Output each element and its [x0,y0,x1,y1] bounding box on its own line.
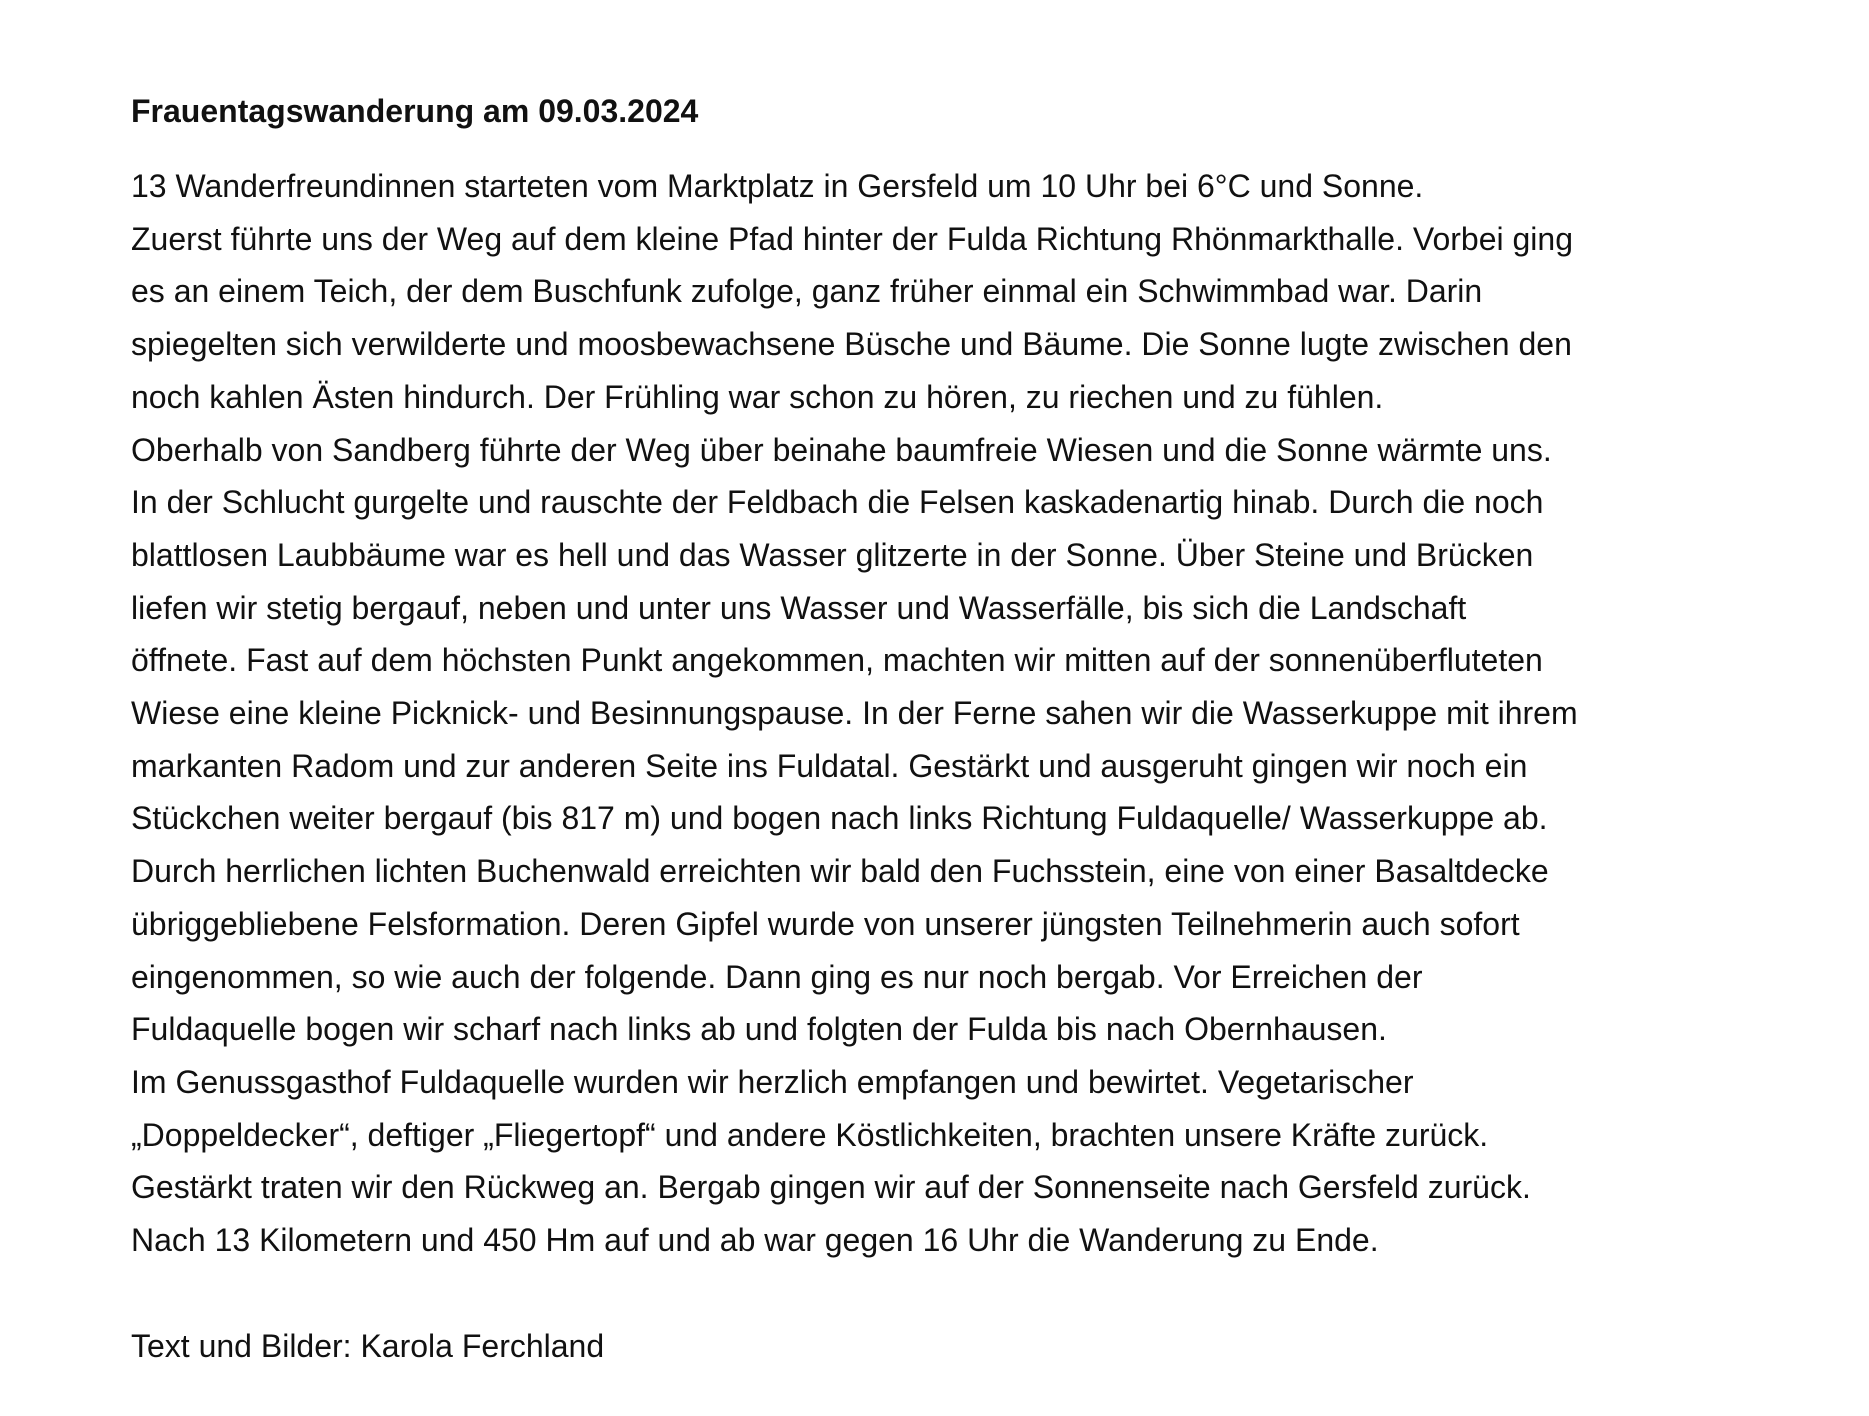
body-line: eingenommen, so wie auch der folgende. Dann ging es nur noch bergab. Vor Erreichen der [131,958,1423,995]
document-title: Frauentagswanderung am 09.03.2024 [131,93,699,129]
document-body [131,160,1831,1267]
body-line: Durch herrlichen lichten Buchenwald erreichten wir bald den Fuchsstein, eine von einer Basaltdecke [131,853,1549,890]
body-line: Im Genussgasthof Fuldaquelle wurden wir herzlich empfangen und bewirtet. Vegetarischer [131,1063,1414,1100]
body-line: Nach 13 Kilometern und 450 Hm auf und ab war gegen 16 Uhr die Wanderung zu Ende. [131,1222,1379,1259]
body-line: es an einem Teich, der dem Buschfunk zufolge, ganz früher einmal ein Schwimmbad war. Darin [131,273,1483,310]
body-line: übriggebliebene Felsformation. Deren Gipfel wurde von unserer jüngsten Teilnehmerin auch sofort [131,905,1520,942]
body-line: spiegelten sich verwilderte und moosbewachsene Büsche und Bäume. Die Sonne lugte zwischen den [131,326,1572,363]
body-line: Stückchen weiter bergauf (bis 817 m) und bogen nach links Richtung Fuldaquelle/ Wasserkuppe ab. [131,800,1548,837]
body-line: Oberhalb von Sandberg führte der Weg über beinahe baumfreie Wiesen und die Sonne wärmte uns. [131,431,1552,468]
body-line: markanten Radom und zur anderen Seite ins Fuldatal. Gestärkt und ausgeruht gingen wir noch ein [131,747,1528,784]
body-line: blattlosen Laubbäume war es hell und das Wasser glitzerte in der Sonne. Über Steine und Brücken [131,536,1534,573]
author-signature-line: Text und Bilder: Karola Ferchland [131,1327,605,1364]
body-line: Gestärkt traten wir den Rückweg an. Bergab gingen wir auf der Sonnenseite nach Gersfeld zurück. [131,1169,1531,1206]
body-line: öffnete. Fast auf dem höchsten Punkt angekommen, machten wir mitten auf der sonnenüberfluteten [131,642,1543,679]
document-page [131,88,1831,1372]
body-line: liefen wir stetig bergauf, neben und unter uns Wasser und Wasserfälle, bis sich die Landschaft [131,589,1467,626]
body-line: noch kahlen Ästen hindurch. Der Frühling war schon zu hören, zu riechen und zu fühlen. [131,378,1384,415]
body-line: Wiese eine kleine Picknick- und Besinnungspause. In der Ferne sahen wir die Wasserkuppe mit ihrem [131,695,1578,732]
body-line: 13 Wanderfreundinnen starteten vom Marktplatz in Gersfeld um 10 Uhr bei 6°C und Sonne. [131,168,1424,204]
body-line: Fuldaquelle bogen wir scharf nach links ab und folgten der Fulda bis nach Obernhausen. [131,1011,1387,1048]
body-line: In der Schlucht gurgelte und rauschte der Feldbach die Felsen kaskadenartig hinab. Durch die noch [131,484,1544,521]
body-line: „Doppeldecker“, deftiger „Fliegertopf“ und andere Köstlichkeiten, brachten unsere Kräfte zurück. [131,1116,1489,1153]
body-line: Zuerst führte uns der Weg auf dem kleine Pfad hinter der Fulda Richtung Rhönmarkthalle. Vorbei ging [131,220,1573,257]
